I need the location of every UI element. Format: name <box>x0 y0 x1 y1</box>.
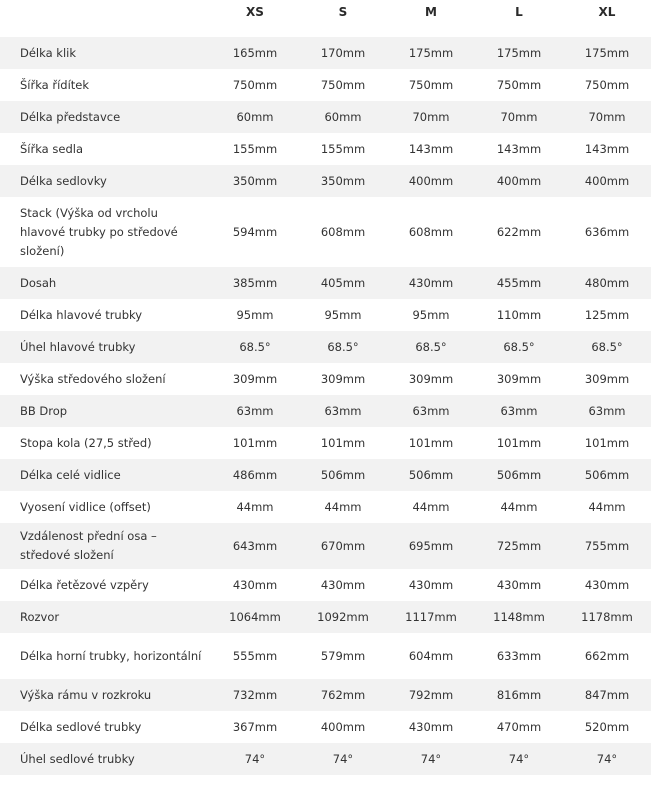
table-row <box>0 267 651 299</box>
table-cell: 506mm <box>299 459 387 491</box>
table-row <box>0 101 651 133</box>
table-cell: 309mm <box>387 363 475 395</box>
row-label: Stack (Výška od vrcholu hlavové trubky po středové složení) <box>0 197 211 267</box>
table-cell: 622mm <box>475 197 563 267</box>
table-cell: 367mm <box>211 711 299 743</box>
table-cell: 60mm <box>211 101 299 133</box>
table-cell: 732mm <box>211 679 299 711</box>
table-cell: 170mm <box>299 37 387 69</box>
table-cell: 400mm <box>563 165 651 197</box>
table-cell: 44mm <box>211 491 299 523</box>
table-cell: 63mm <box>563 395 651 427</box>
geometry-rows <box>0 37 651 775</box>
table-cell: 636mm <box>563 197 651 267</box>
row-label: Délka klik <box>0 37 211 69</box>
row-label: Délka představce <box>0 101 211 133</box>
table-cell: 755mm <box>563 523 651 569</box>
table-cell: 762mm <box>299 679 387 711</box>
row-label: Vyosení vidlice (offset) <box>0 491 211 523</box>
row-label: Výška středového složení <box>0 363 211 395</box>
table-cell: 44mm <box>475 491 563 523</box>
table-cell: 95mm <box>299 299 387 331</box>
table-cell: 594mm <box>211 197 299 267</box>
table-cell: 750mm <box>211 69 299 101</box>
table-row <box>0 427 651 459</box>
row-label: Délka celé vidlice <box>0 459 211 491</box>
table-cell: 604mm <box>387 633 475 679</box>
table-cell: 60mm <box>299 101 387 133</box>
table-cell: 74° <box>211 743 299 775</box>
table-cell: 101mm <box>563 427 651 459</box>
table-row <box>0 197 651 267</box>
table-cell: 430mm <box>211 569 299 601</box>
row-label: Délka sedlové trubky <box>0 711 211 743</box>
header-spacer <box>0 24 651 37</box>
row-label: Délka horní trubky, horizontální <box>0 633 211 679</box>
size-column-header: M <box>425 5 437 19</box>
table-cell: 470mm <box>475 711 563 743</box>
table-cell: 143mm <box>563 133 651 165</box>
table-cell: 1117mm <box>387 601 475 633</box>
table-cell: 63mm <box>299 395 387 427</box>
table-cell: 68.5° <box>475 331 563 363</box>
table-cell: 455mm <box>475 267 563 299</box>
table-cell: 44mm <box>299 491 387 523</box>
table-cell: 430mm <box>387 267 475 299</box>
table-row <box>0 331 651 363</box>
table-row <box>0 133 651 165</box>
table-row <box>0 69 651 101</box>
table-cell: 670mm <box>299 523 387 569</box>
table-cell: 506mm <box>475 459 563 491</box>
size-column-header: S <box>338 5 348 19</box>
table-cell: 750mm <box>563 69 651 101</box>
table-row <box>0 523 651 569</box>
table-cell: 74° <box>299 743 387 775</box>
table-cell: 430mm <box>563 569 651 601</box>
table-cell: 847mm <box>563 679 651 711</box>
table-cell: 1092mm <box>299 601 387 633</box>
table-cell: 695mm <box>387 523 475 569</box>
table-row <box>0 569 651 601</box>
table-cell: 400mm <box>475 165 563 197</box>
table-cell: 125mm <box>563 299 651 331</box>
table-cell: 70mm <box>475 101 563 133</box>
table-cell: 662mm <box>563 633 651 679</box>
table-cell: 400mm <box>299 711 387 743</box>
table-cell: 63mm <box>387 395 475 427</box>
table-cell: 63mm <box>475 395 563 427</box>
table-cell: 44mm <box>387 491 475 523</box>
header-blank-cell <box>0 0 211 24</box>
row-label: Délka hlavové trubky <box>0 299 211 331</box>
table-cell: 480mm <box>563 267 651 299</box>
table-cell: 68.5° <box>299 331 387 363</box>
row-label: Vzdálenost přední osa – středové složení <box>0 523 211 569</box>
table-cell: 143mm <box>475 133 563 165</box>
table-cell: 643mm <box>211 523 299 569</box>
table-cell: 101mm <box>211 427 299 459</box>
table-cell: 608mm <box>299 197 387 267</box>
row-label: Šířka sedla <box>0 133 211 165</box>
table-cell: 110mm <box>475 299 563 331</box>
table-cell: 385mm <box>211 267 299 299</box>
table-cell: 74° <box>563 743 651 775</box>
table-cell: 95mm <box>211 299 299 331</box>
row-label: Délka sedlovky <box>0 165 211 197</box>
row-label: Délka řetězové vzpěry <box>0 569 211 601</box>
table-cell: 816mm <box>475 679 563 711</box>
table-row <box>0 37 651 69</box>
table-cell: 400mm <box>387 165 475 197</box>
table-cell: 750mm <box>299 69 387 101</box>
table-cell: 175mm <box>563 37 651 69</box>
table-cell: 143mm <box>387 133 475 165</box>
table-cell: 70mm <box>387 101 475 133</box>
table-cell: 101mm <box>475 427 563 459</box>
table-cell: 165mm <box>211 37 299 69</box>
table-cell: 350mm <box>211 165 299 197</box>
table-row <box>0 165 651 197</box>
table-cell: 486mm <box>211 459 299 491</box>
size-column-header: XS <box>246 5 264 19</box>
table-cell: 68.5° <box>387 331 475 363</box>
table-cell: 520mm <box>563 711 651 743</box>
table-cell: 608mm <box>387 197 475 267</box>
table-row <box>0 743 651 775</box>
table-cell: 750mm <box>387 69 475 101</box>
table-cell: 430mm <box>475 569 563 601</box>
table-cell: 74° <box>387 743 475 775</box>
table-row <box>0 395 651 427</box>
size-header <box>0 0 651 37</box>
table-row <box>0 299 651 331</box>
table-cell: 155mm <box>211 133 299 165</box>
row-label: Úhel sedlové trubky <box>0 743 211 775</box>
table-cell: 405mm <box>299 267 387 299</box>
table-cell: 633mm <box>475 633 563 679</box>
table-cell: 430mm <box>387 711 475 743</box>
row-label: BB Drop <box>0 395 211 427</box>
table-cell: 155mm <box>299 133 387 165</box>
table-cell: 555mm <box>211 633 299 679</box>
table-cell: 175mm <box>475 37 563 69</box>
table-cell: 101mm <box>387 427 475 459</box>
table-cell: 750mm <box>475 69 563 101</box>
row-label: Dosah <box>0 267 211 299</box>
table-cell: 430mm <box>299 569 387 601</box>
table-cell: 95mm <box>387 299 475 331</box>
row-label: Stopa kola (27,5 střed) <box>0 427 211 459</box>
table-cell: 430mm <box>387 569 475 601</box>
size-column-header: XL <box>598 5 616 19</box>
size-column-header: L <box>515 5 523 19</box>
table-cell: 70mm <box>563 101 651 133</box>
table-cell: 74° <box>475 743 563 775</box>
row-label: Úhel hlavové trubky <box>0 331 211 363</box>
table-cell: 506mm <box>563 459 651 491</box>
table-cell: 309mm <box>299 363 387 395</box>
table-cell: 1148mm <box>475 601 563 633</box>
table-cell: 1064mm <box>211 601 299 633</box>
table-cell: 309mm <box>563 363 651 395</box>
table-cell: 63mm <box>211 395 299 427</box>
table-cell: 792mm <box>387 679 475 711</box>
table-cell: 175mm <box>387 37 475 69</box>
table-cell: 350mm <box>299 165 387 197</box>
table-cell: 309mm <box>211 363 299 395</box>
table-cell: 725mm <box>475 523 563 569</box>
row-label: Šířka řídítek <box>0 69 211 101</box>
table-row <box>0 459 651 491</box>
table-cell: 44mm <box>563 491 651 523</box>
table-cell: 1178mm <box>563 601 651 633</box>
row-label: Výška rámu v rozkroku <box>0 679 211 711</box>
table-row <box>0 363 651 395</box>
table-cell: 101mm <box>299 427 387 459</box>
table-row <box>0 679 651 711</box>
table-cell: 68.5° <box>563 331 651 363</box>
table-row <box>0 601 651 633</box>
table-cell: 579mm <box>299 633 387 679</box>
row-label: Rozvor <box>0 601 211 633</box>
table-cell: 68.5° <box>211 331 299 363</box>
table-cell: 506mm <box>387 459 475 491</box>
table-row <box>0 633 651 679</box>
table-row <box>0 711 651 743</box>
table-row <box>0 491 651 523</box>
table-cell: 309mm <box>475 363 563 395</box>
